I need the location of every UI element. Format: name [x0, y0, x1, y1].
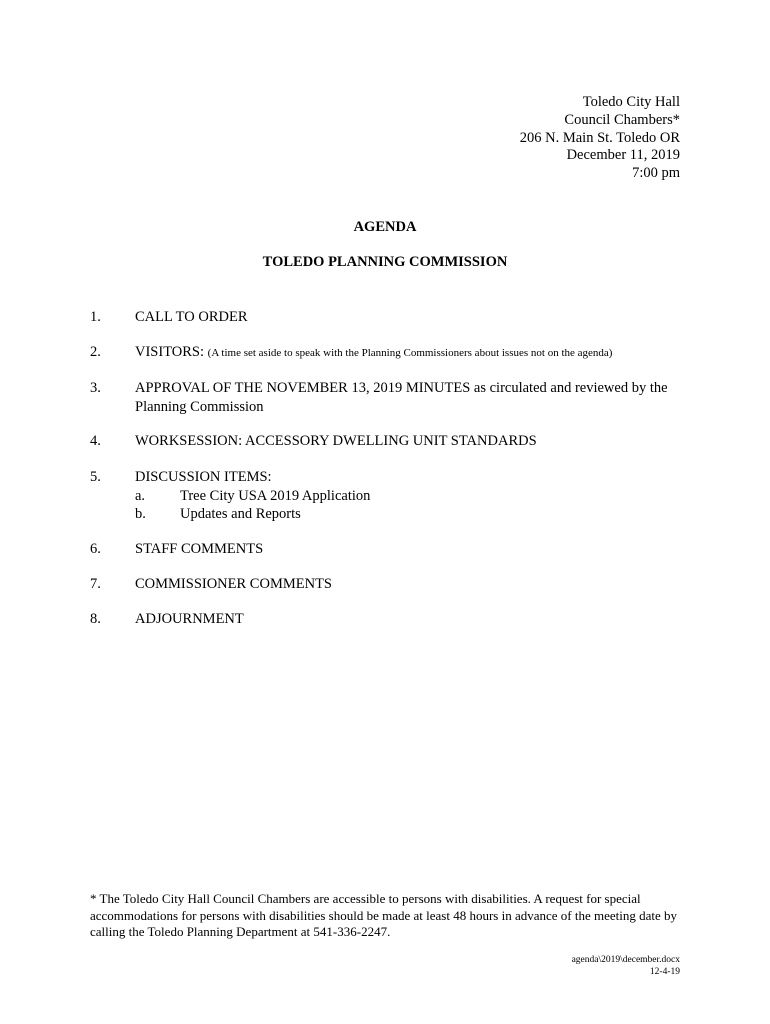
item-text: STAFF COMMENTS	[135, 541, 264, 557]
item-text: ADJOURNMENT	[135, 611, 244, 627]
item-text: WORKSESSION: ACCESSORY DWELLING UNIT STANDARDS	[135, 433, 537, 449]
item-note: (A time set aside to speak with the Planning Commissioners about issues not on the agenda)	[207, 347, 613, 359]
item-number: 2.	[90, 344, 101, 360]
sub-item-letter: a.	[135, 487, 146, 504]
item-number: 7.	[90, 576, 101, 592]
item-text: COMMISSIONER COMMENTS	[135, 576, 332, 592]
item-text: DISCUSSION ITEMS:	[135, 469, 272, 485]
sub-item-text: Updates and Reports	[180, 506, 301, 522]
file-date: 12-4-19	[649, 967, 680, 977]
location-line-1: Toledo City Hall	[582, 94, 680, 110]
item-number: 8.	[90, 611, 101, 627]
sub-item	[135, 487, 690, 506]
sub-item	[135, 505, 690, 524]
document-title: AGENDA	[353, 219, 417, 235]
meeting-location-block	[520, 94, 680, 183]
item-number: 4.	[90, 433, 101, 449]
location-line-2: Council Chambers*	[564, 111, 680, 128]
street-address: 206 N. Main St. Toledo OR	[519, 129, 680, 146]
sub-item-letter: b.	[135, 506, 146, 522]
item-number: 5.	[90, 469, 101, 485]
item-text: VISITORS:	[135, 344, 205, 360]
meeting-date: December 11, 2019	[566, 147, 680, 164]
item-text: APPROVAL OF THE NOVEMBER 13, 2019 MINUTES as circulated and reviewed by the Planning Commission	[135, 380, 668, 415]
accessibility-footnote: * The Toledo City Hall Council Chambers are accessible to persons with disabilities. A request for special accommodations for persons with disabilities should be made at least 48 hours in advance of the meeting date by calling the Toledo Planning Department at 541-336-2247.	[90, 891, 678, 939]
document-subtitle: TOLEDO PLANNING COMMISSION	[262, 254, 508, 270]
item-number: 6.	[90, 541, 101, 557]
item-number: 1.	[90, 309, 101, 325]
item-text: CALL TO ORDER	[135, 309, 248, 325]
item-number: 3.	[90, 380, 101, 396]
sub-item-text: Tree City USA 2019 Application	[180, 487, 371, 504]
file-reference	[572, 954, 680, 978]
file-path: agenda\2019\december.docx	[571, 955, 680, 965]
meeting-time: 7:00 pm	[632, 165, 680, 182]
